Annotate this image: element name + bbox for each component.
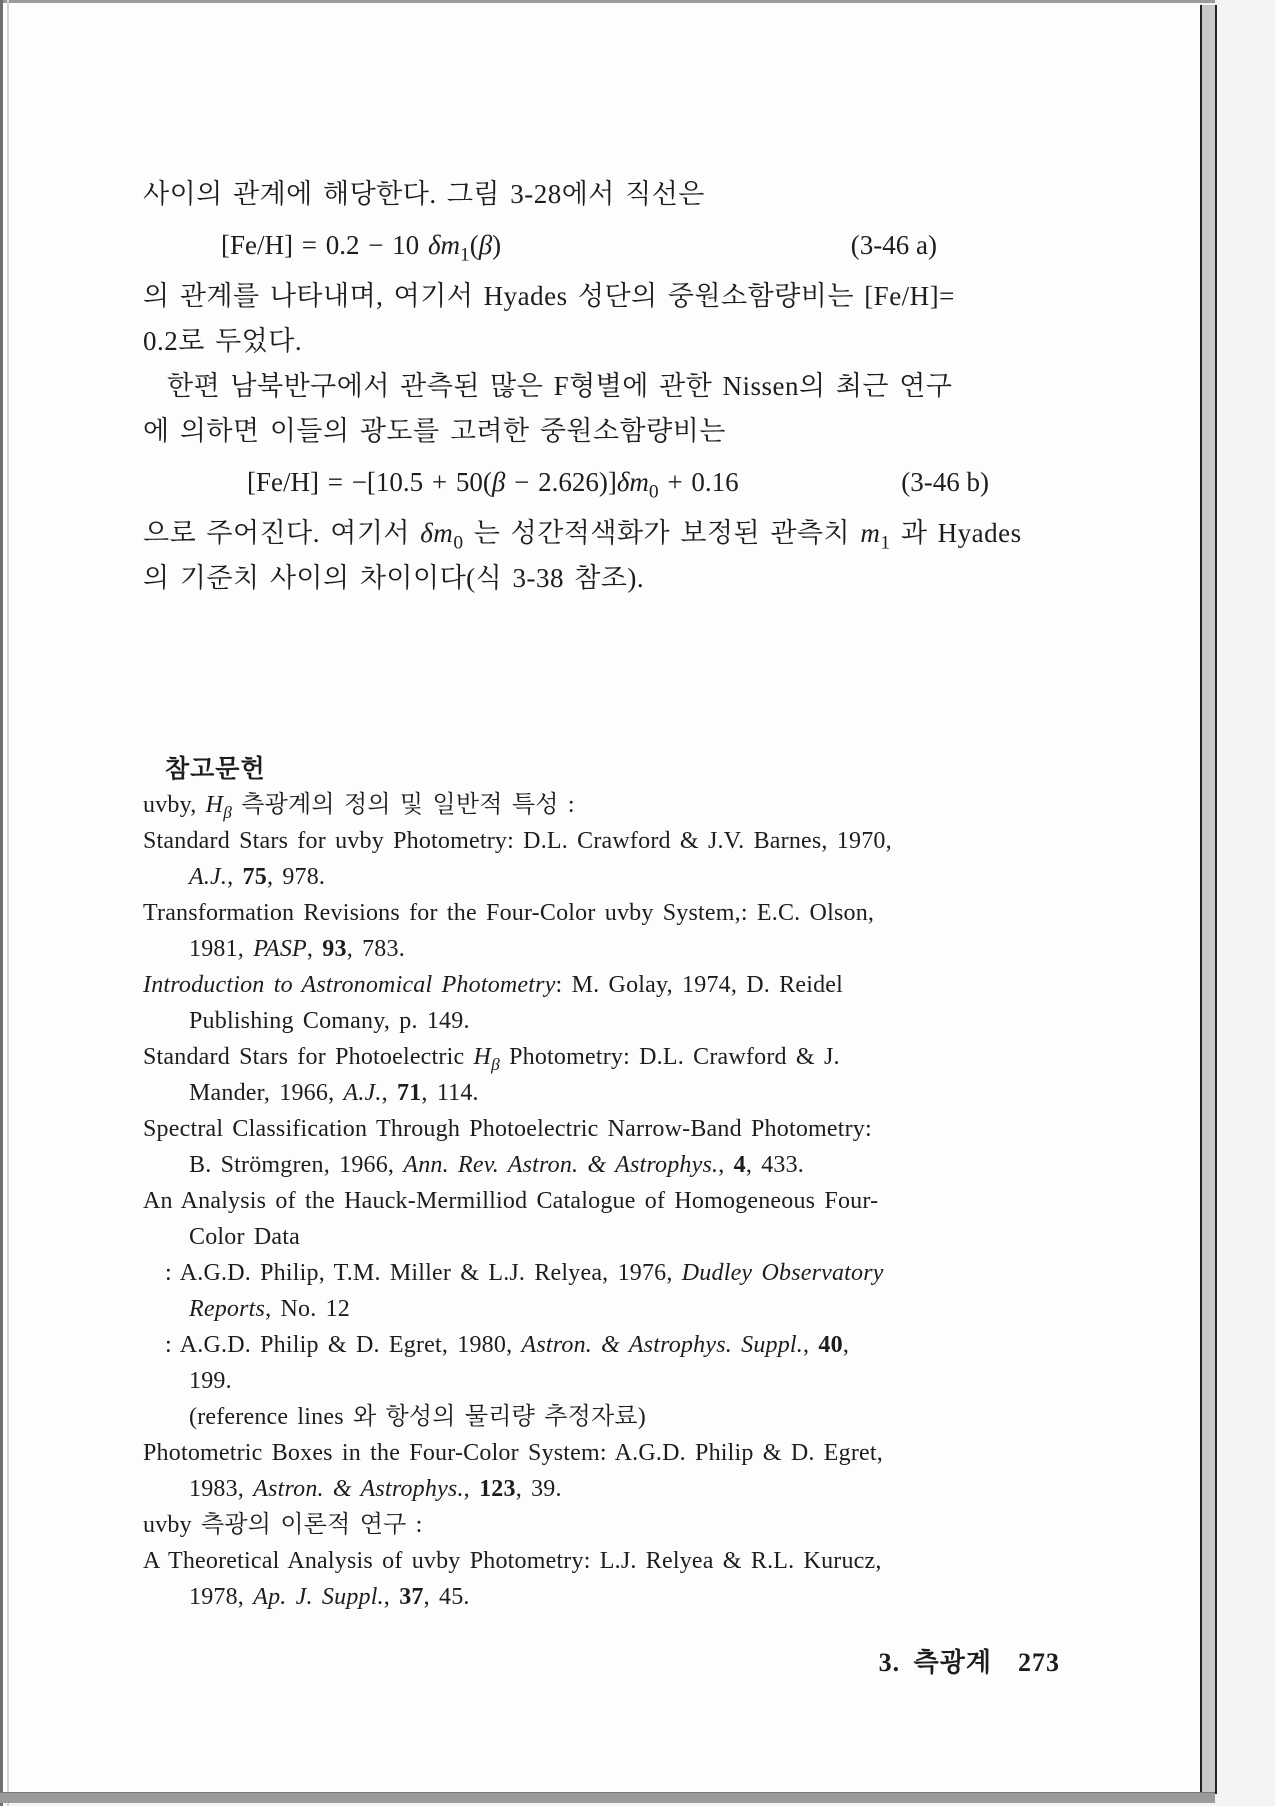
- text-run: , 433.: [745, 1152, 805, 1178]
- text-run: ): [492, 230, 502, 260]
- body-line: [143, 511, 1075, 556]
- text-run: 에 의하면 이들의 광도를 고려한 중원소함량비는: [143, 416, 726, 446]
- reference-line: [143, 931, 1075, 967]
- text-run: ,: [306, 936, 323, 962]
- text-run: 123: [479, 1476, 516, 1502]
- text-run: ,: [463, 1476, 480, 1502]
- text-run: 71: [397, 1080, 422, 1106]
- text-run: 4: [733, 1152, 746, 1178]
- body-line: [143, 172, 1075, 217]
- equation-body: [221, 223, 501, 268]
- text-run: 는 성간적색화가 보정된 관측치: [463, 518, 861, 548]
- text-run: 1983,: [189, 1476, 254, 1502]
- text-run: 으로 주어진다. 여기서: [143, 518, 421, 548]
- text-run: [Fe/H] = −[10.5 + 50(: [247, 467, 492, 497]
- reference-line: [143, 1327, 1075, 1363]
- reference-line: [143, 1291, 1075, 1327]
- text-run: PASP: [253, 936, 307, 962]
- reference-line: [143, 1255, 1075, 1291]
- text-run: Publishing Comany, p. 149.: [189, 1008, 470, 1034]
- text-run: 사이의 관계에 해당한다. 그림 3-28에서 직선은: [143, 179, 705, 209]
- text-run: , 45.: [423, 1584, 470, 1610]
- text-run: A Theoretical Analysis of uvby Photometry: L.J. Relyea & R.L. Kurucz,: [143, 1548, 882, 1574]
- equation-number: (3-46 a): [850, 230, 937, 260]
- text-run: : A.G.D. Philip, T.M. Miller & L.J. Relyea, 1976,: [165, 1260, 682, 1286]
- text-run: uvby,: [143, 792, 206, 818]
- text-run: , 783.: [346, 936, 405, 962]
- text-run: Introduction to Astronomical Photometry: [143, 972, 556, 998]
- reference-line: [143, 1183, 1075, 1219]
- text-run: 1: [880, 532, 891, 554]
- text-run: m: [860, 518, 881, 548]
- text-run: 측광계의 정의 및 일반적 특성 :: [232, 792, 575, 818]
- text-run: ,: [718, 1152, 734, 1178]
- text-run: A.J.: [343, 1080, 382, 1106]
- footer-page-number: 273: [1018, 1648, 1060, 1677]
- reference-line: [143, 1075, 1075, 1111]
- references-section: [143, 751, 1075, 1615]
- text-run: 75: [242, 864, 267, 890]
- reference-line: [143, 895, 1075, 931]
- text-run: H: [205, 792, 224, 818]
- reference-line: [143, 787, 1075, 823]
- footer-section-label: 3. 측광계: [878, 1648, 992, 1677]
- text-run: ,: [383, 1584, 400, 1610]
- reference-line: [143, 1111, 1075, 1147]
- text-run: 0: [453, 532, 464, 554]
- text-run: 0.2로 두었다.: [143, 326, 303, 356]
- text-run: 1978,: [189, 1584, 254, 1610]
- references-heading: 참고문헌: [165, 755, 266, 783]
- text-run: δm: [616, 467, 649, 497]
- text-run: β: [491, 1054, 500, 1074]
- text-run: uvby 측광의 이론적 연구 :: [143, 1512, 423, 1538]
- reference-line: [143, 1219, 1075, 1255]
- text-run: Mander, 1966,: [189, 1080, 344, 1106]
- page-right-edge: [1200, 5, 1217, 1794]
- text-run: ,: [381, 1080, 398, 1106]
- text-run: (reference lines 와 항성의 물리량 추정자료): [189, 1404, 646, 1430]
- body-line: [143, 409, 1075, 454]
- text-run: : M. Golay, 1974, D. Reidel: [555, 972, 844, 998]
- reference-line: [143, 1039, 1075, 1075]
- text-run: (: [469, 230, 479, 260]
- text-run: Photometry: D.L. Crawford & J.: [499, 1044, 840, 1070]
- reference-line: [143, 1507, 1075, 1543]
- text-run: 199.: [189, 1368, 232, 1394]
- reference-line: [143, 1003, 1075, 1039]
- text-run: , 114.: [421, 1080, 479, 1106]
- text-run: + 0.16: [658, 467, 739, 497]
- text-run: A.J.: [189, 864, 228, 890]
- page-bottom-edge: [0, 1792, 1215, 1803]
- text-run: ,: [842, 1332, 850, 1358]
- page-top-edge: [0, 0, 1215, 3]
- equation-body: [247, 460, 739, 505]
- text-run: 의 관계를 나타내며, 여기서 Hyades 성단의 중원소함량비는 [Fe/H]=: [143, 281, 955, 311]
- text-run: [Fe/H] = 0.2 − 10: [221, 230, 428, 260]
- text-run: δm: [420, 518, 454, 548]
- reference-line: [143, 1363, 1075, 1399]
- reference-line: [143, 1471, 1075, 1507]
- body-line: [143, 364, 1075, 409]
- equation: [143, 217, 1075, 274]
- body-text: [143, 172, 1075, 601]
- text-run: An Analysis of the Hauck-Mermilliod Catalogue of Homogeneous Four-: [143, 1188, 879, 1214]
- text-run: 과 Hyades: [890, 518, 1022, 548]
- reference-line: [143, 1399, 1075, 1435]
- references-list: [143, 787, 1075, 1615]
- reference-line: [143, 823, 1075, 859]
- reference-line: [143, 1543, 1075, 1579]
- text-run: 의 기준치 사이의 차이이다(식 3-38 참조).: [143, 563, 645, 593]
- text-run: β: [491, 467, 506, 497]
- text-run: 37: [399, 1584, 424, 1610]
- text-run: Standard Stars for uvby Photometry: D.L. Crawford & J.V. Barnes, 1970,: [143, 828, 892, 854]
- body-line: [143, 556, 1075, 601]
- text-run: 1: [460, 244, 470, 266]
- text-run: B. Strömgren, 1966,: [189, 1152, 404, 1178]
- text-run: H: [473, 1044, 492, 1070]
- text-run: Ap. J. Suppl.: [253, 1584, 384, 1610]
- text-run: ,: [803, 1332, 819, 1358]
- equation-number: (3-46 b): [901, 467, 989, 497]
- body-line: [143, 274, 1075, 319]
- text-run: Color Data: [189, 1224, 300, 1250]
- reference-line: [143, 1579, 1075, 1615]
- text-run: Spectral Classification Through Photoelectric Narrow-Band Photometry:: [143, 1116, 872, 1142]
- text-run: , No. 12: [265, 1296, 350, 1322]
- text-run: 40: [818, 1332, 843, 1358]
- text-run: Transformation Revisions for the Four-Color uvby System,: E.C. Olson,: [143, 900, 875, 926]
- reference-line: [143, 967, 1075, 1003]
- text-run: Photometric Boxes in the Four-Color System: A.G.D. Philip & D. Egret,: [143, 1440, 883, 1466]
- text-run: β: [223, 802, 233, 822]
- text-run: Astron. & Astrophys.: [253, 1476, 464, 1502]
- text-run: 0: [648, 481, 659, 503]
- text-run: ,: [227, 864, 243, 890]
- reference-line: [143, 859, 1075, 895]
- body-line: [143, 319, 1075, 364]
- page-left-edge: [0, 0, 3, 1806]
- page-footer: [879, 1642, 1060, 1679]
- text-run: , 978.: [266, 864, 326, 890]
- text-run: : A.G.D. Philip & D. Egret, 1980,: [165, 1332, 522, 1358]
- text-run: β: [478, 230, 493, 260]
- equation: [143, 454, 1075, 511]
- reference-line: [143, 1435, 1075, 1471]
- text-run: 한편 남북반구에서 관측된 많은 F형별에 관한 Nissen의 최근 연구: [167, 371, 953, 401]
- page-left-edge-inner: [7, 0, 9, 1806]
- text-run: 93: [322, 936, 347, 962]
- text-run: Ann. Rev. Astron. & Astrophys.: [403, 1152, 719, 1178]
- text-run: , 39.: [515, 1476, 562, 1502]
- text-run: 1981,: [189, 936, 254, 962]
- text-run: δm: [427, 230, 460, 260]
- reference-line: [143, 1147, 1075, 1183]
- text-run: Reports: [189, 1296, 266, 1322]
- text-run: Standard Stars for Photoelectric: [143, 1044, 474, 1070]
- text-run: Astron. & Astrophys. Suppl.: [521, 1332, 803, 1358]
- page-content: [143, 172, 1075, 1615]
- text-run: Dudley Observatory: [681, 1260, 884, 1286]
- text-run: − 2.626)]: [505, 467, 617, 497]
